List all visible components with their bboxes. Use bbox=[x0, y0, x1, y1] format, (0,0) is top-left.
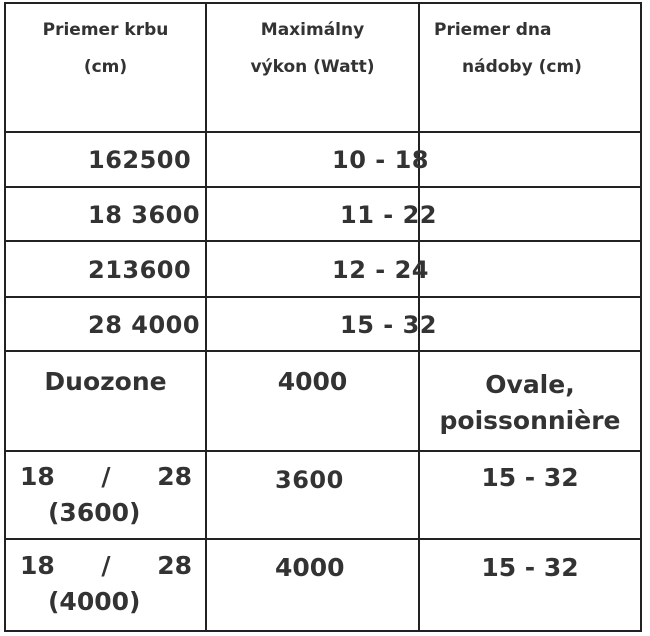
duozone-label: Duozone bbox=[44, 367, 167, 396]
header-line: Priemer krbu bbox=[42, 20, 169, 40]
header-line: nádoby (cm) bbox=[462, 57, 582, 77]
row-divider bbox=[4, 538, 642, 540]
combo-size-b: 28 bbox=[157, 551, 192, 580]
duozone-pot-line: poissonnière bbox=[439, 406, 621, 435]
row-divider bbox=[4, 186, 642, 188]
combo-3600-pot-diameter: 15 - 32 bbox=[481, 463, 579, 492]
combo-separator: / bbox=[101, 462, 111, 491]
row-divider bbox=[4, 296, 642, 298]
combo-size-a: 18 bbox=[20, 462, 55, 491]
combo-3600-label bbox=[20, 459, 192, 531]
header-line: Maximálny bbox=[260, 20, 365, 40]
row-right-value: 15 - 32 bbox=[340, 311, 437, 339]
combo-power-note: (3600) bbox=[48, 498, 141, 527]
row-left-value: 213600 bbox=[88, 256, 192, 284]
combo-line bbox=[20, 459, 192, 495]
header-cell-pot-diameter bbox=[420, 12, 640, 86]
row-divider bbox=[4, 131, 642, 133]
row-right-value: 10 - 18 bbox=[332, 146, 429, 174]
row-divider bbox=[4, 450, 642, 452]
row-left-value: 162500 bbox=[88, 146, 192, 174]
row-left-value: 18 3600 bbox=[88, 201, 201, 229]
duozone-pot-line: Ovale, bbox=[485, 370, 575, 399]
header-line: (cm) bbox=[83, 57, 128, 77]
combo-size-a: 18 bbox=[20, 551, 55, 580]
header-cell-diameter bbox=[6, 12, 205, 86]
header-line: Priemer dna bbox=[434, 20, 552, 40]
duozone-pot-type bbox=[420, 367, 640, 439]
combo-line bbox=[20, 548, 192, 584]
row-right-value: 12 - 24 bbox=[332, 256, 429, 284]
combo-power-note: (4000) bbox=[48, 587, 141, 616]
combo-size-b: 28 bbox=[157, 462, 192, 491]
combo-3600-power: 3600 bbox=[275, 466, 344, 494]
header-line: výkon (Watt) bbox=[250, 57, 375, 77]
row-right-value: 11 - 22 bbox=[340, 201, 437, 229]
combo-4000-pot-diameter: 15 - 32 bbox=[481, 553, 579, 582]
combo-4000-power: 4000 bbox=[275, 553, 345, 582]
header-cell-power bbox=[207, 12, 418, 86]
row-left-value: 28 4000 bbox=[88, 311, 201, 339]
combo-separator: / bbox=[101, 551, 111, 580]
duozone-power: 4000 bbox=[277, 367, 348, 396]
column-divider bbox=[205, 2, 207, 632]
combo-4000-label bbox=[20, 548, 192, 620]
row-divider bbox=[4, 350, 642, 352]
row-divider bbox=[4, 240, 642, 242]
